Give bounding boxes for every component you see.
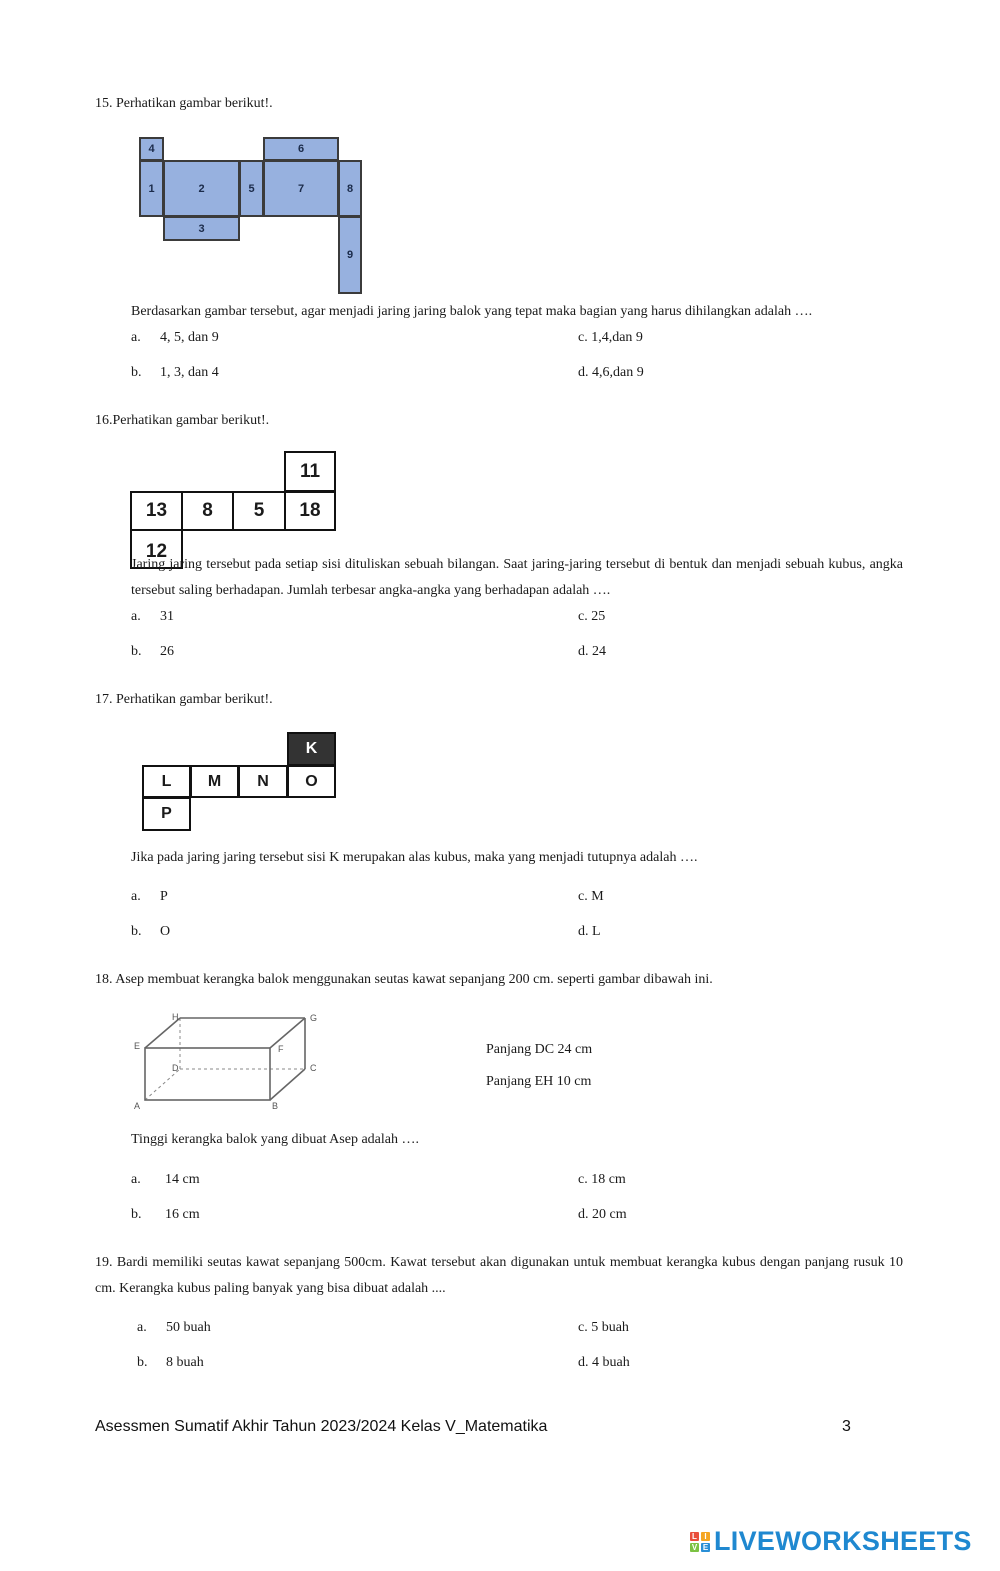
logo-letter: I	[701, 1532, 710, 1541]
footer-title: Asessmen Sumatif Akhir Tahun 2023/2024 Kelas V_Matematika	[95, 1418, 548, 1435]
q16-option-b[interactable]: 26	[160, 644, 174, 659]
q17-net-cell: M	[190, 765, 239, 798]
q16-net-cell: 5	[232, 491, 286, 531]
q15-net-cell: 4	[139, 137, 164, 161]
q19-option-b[interactable]: 8 buah	[166, 1355, 204, 1370]
q18-option-c[interactable]: c. 18 cm	[578, 1172, 626, 1187]
q15-net-cell: 5	[239, 160, 264, 217]
q15-net-cell: 1	[139, 160, 164, 217]
q16-net-cell: 18	[284, 491, 336, 531]
q19-option-a[interactable]: 50 buah	[166, 1320, 211, 1335]
vertex-label: A	[134, 1101, 141, 1111]
q15-option-b[interactable]: 1, 3, dan 4	[160, 365, 219, 380]
q17-net-cell: O	[287, 765, 336, 798]
logo-icon	[690, 1532, 710, 1552]
q15-option-a-letter: a.	[131, 330, 141, 345]
q17-option-a-letter: a.	[131, 889, 141, 904]
vertex-label: F	[278, 1044, 284, 1054]
q15-net-cell: 9	[338, 216, 362, 294]
logo-letter: E	[702, 1542, 709, 1552]
vertex-label: E	[134, 1041, 141, 1051]
q16-option-a[interactable]: 31	[160, 609, 174, 624]
page-number: 3	[842, 1418, 851, 1435]
q18-info-dc: Panjang DC 24 cm	[486, 1042, 593, 1057]
q19-prompt: 19. Bardi memiliki seutas kawat sepanjang 500cm. Kawat tersebut akan digunakan untuk membuat kerangka kubus dengan panjang rusuk 10 cm. Kerangka kubus paling banyak yang bisa dibuat adalah ....	[95, 1255, 903, 1296]
q17-option-c[interactable]: c. M	[578, 889, 604, 904]
q16-option-d[interactable]: d. 24	[578, 644, 606, 659]
logo-letter: L	[690, 1532, 699, 1541]
q17-option-a[interactable]: P	[160, 889, 168, 904]
q15-net-cell: 2	[163, 160, 240, 217]
q15-option-a[interactable]: 4, 5, dan 9	[160, 330, 219, 345]
q17-heading: 17. Perhatikan gambar berikut!.	[95, 692, 273, 707]
q16-net-cell: 8	[181, 491, 234, 531]
brand-name: LIVEWORKSHEETS	[714, 1526, 972, 1556]
q16-heading: 16.Perhatikan gambar berikut!.	[95, 413, 270, 428]
vertex-label: C	[310, 1063, 317, 1073]
q18-option-d[interactable]: d. 20 cm	[578, 1207, 627, 1222]
q15-net-cell: 3	[163, 216, 240, 241]
logo-letter: V	[691, 1542, 698, 1552]
q19-option-d[interactable]: d. 4 buah	[578, 1355, 630, 1370]
q17-net-cell: K	[287, 732, 336, 766]
q16-option-b-letter: b.	[131, 644, 142, 659]
q17-option-d[interactable]: d. L	[578, 924, 601, 939]
q16-net-cell: 11	[284, 451, 336, 492]
q18-option-b[interactable]: 16 cm	[165, 1207, 200, 1222]
vertex-label: B	[272, 1101, 279, 1111]
q17-option-b[interactable]: O	[160, 924, 171, 939]
q15-option-b-letter: b.	[131, 365, 142, 380]
vertex-label: D	[172, 1063, 179, 1073]
q17-net-cell: L	[142, 765, 191, 798]
q16-option-a-letter: a.	[131, 609, 141, 624]
q19-option-c[interactable]: c. 5 buah	[578, 1320, 629, 1335]
q15-net-cell: 6	[263, 137, 339, 161]
q16-option-c[interactable]: c. 25	[578, 609, 606, 624]
q15-heading: 15. Perhatikan gambar berikut!.	[95, 96, 273, 111]
q19-option-a-letter: a.	[137, 1320, 147, 1335]
q17-option-b-letter: b.	[131, 924, 142, 939]
q17-net-cell: P	[142, 797, 191, 831]
q18-option-a-letter: a.	[131, 1172, 141, 1187]
q15-option-d[interactable]: d. 4,6,dan 9	[578, 365, 644, 380]
q15-net-cell: 8	[338, 160, 362, 217]
q15-prompt: Berdasarkan gambar tersebut, agar menjadi jaring jaring balok yang tepat maka bagian yang harus dihilangkan adalah ….	[131, 304, 813, 319]
q18-heading: 18. Asep membuat kerangka balok menggunakan seutas kawat sepanjang 200 cm. seperti gambar dibawah ini.	[95, 972, 713, 987]
q15-net-cell: 7	[263, 160, 339, 217]
q18-option-a[interactable]: 14 cm	[165, 1172, 200, 1187]
q16-prompt: Jaring jaring tersebut pada setiap sisi dituliskan sebuah bilangan. Saat jaring-jaring tersebut di bentuk dan menjadi sebuah kubus, angka tersebut saling berhadapan. Jumlah terbesar angka-angka yang berhadapan adalah ….	[131, 557, 903, 598]
q18-cuboid-figure	[128, 1008, 328, 1114]
q16-net-cell: 13	[130, 491, 183, 531]
q18-option-b-letter: b.	[131, 1207, 142, 1222]
q17-prompt: Jika pada jaring jaring tersebut sisi K merupakan alas kubus, maka yang menjadi tutupnya adalah ….	[131, 850, 698, 865]
q15-option-c[interactable]: c. 1,4,dan 9	[578, 330, 643, 345]
q17-net-cell: N	[238, 765, 288, 798]
vertex-label: G	[310, 1013, 318, 1023]
q18-prompt: Tinggi kerangka balok yang dibuat Asep adalah ….	[131, 1132, 419, 1147]
q19-option-b-letter: b.	[137, 1355, 148, 1370]
q16-net-cell: 12	[130, 529, 183, 569]
vertex-label: H	[172, 1012, 179, 1022]
q18-info-eh: Panjang EH 10 cm	[486, 1074, 592, 1089]
liveworksheets-logo[interactable]	[690, 1526, 972, 1557]
